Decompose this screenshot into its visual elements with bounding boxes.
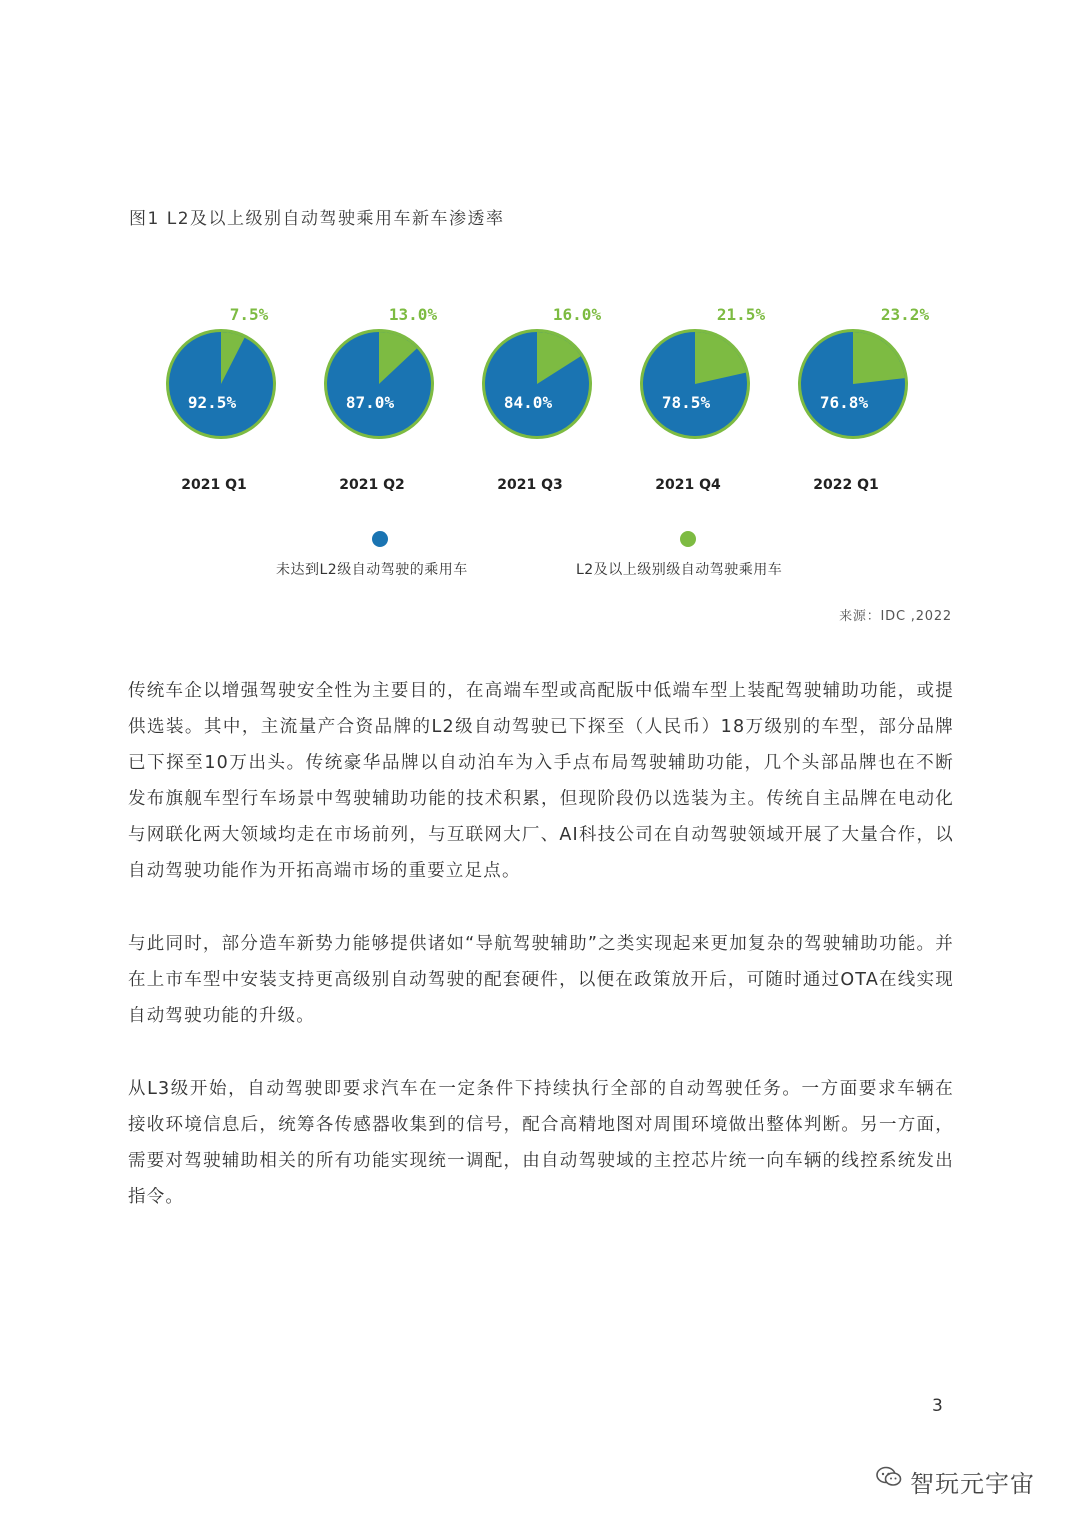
paragraph-2: 与此同时，部分造车新势力能够提供诸如“导航驾驶辅助”之类实现起来更加复杂的驾驶辅助功能。并在上市车型中安装支持更高级别自动驾驶的配套硬件，以便在政策放开后，可随时通过OTA在线实现自动驾驶功能的升级。 <box>128 934 954 1026</box>
pie-label-green: 16.0% <box>552 305 602 324</box>
pie-svg <box>638 327 752 441</box>
pie-slice-green <box>853 332 905 384</box>
pie-label-blue: 87.0% <box>345 393 395 412</box>
pie-svg <box>322 327 436 441</box>
pie-label-blue: 78.5% <box>661 393 711 412</box>
pie-category-label: 2022 Q1 <box>813 477 879 493</box>
legend-dot-blue <box>372 531 388 547</box>
pie-label-blue: 92.5% <box>187 393 237 412</box>
pie-label-green: 7.5% <box>229 305 269 324</box>
figure-source: 来源：IDC ,2022 <box>839 609 952 624</box>
account-watermark <box>888 1458 1038 1498</box>
legend-label-green: L2及以上级别级自动驾驶乘用车 <box>576 562 783 578</box>
page-number: 3 <box>932 1396 943 1416</box>
legend-dot-green <box>680 531 696 547</box>
wechat-icon <box>876 1466 902 1488</box>
pie-category-label: 2021 Q1 <box>181 477 247 493</box>
paragraph-3: 从L3级开始，自动驾驶即要求汽车在一定条件下持续执行全部的自动驾驶任务。一方面要求车辆在接收环境信息后，统筹各传感器收集到的信号，配合高精地图对周围环境做出整体判断。另一方面，需要对驾驶辅助相关的所有功能实现统一调配，由自动驾驶域的主控芯片统一向车辆的线控系统发出指令。 <box>128 1079 954 1207</box>
pie-category-label: 2021 Q3 <box>497 477 563 493</box>
pie-label-blue: 76.8% <box>819 393 869 412</box>
legend-label-blue: 未达到L2级自动驾驶的乘用车 <box>276 562 468 578</box>
pie-svg <box>796 327 910 441</box>
pie-label-green: 21.5% <box>716 305 766 324</box>
figure-title: 图1 L2及以上级别自动驾驶乘用车新车渗透率 <box>129 209 505 229</box>
pie-category-label: 2021 Q2 <box>339 477 405 493</box>
paragraph-1: 传统车企以增强驾驶安全性为主要目的，在高端车型或高配版中低端车型上装配驾驶辅助功能，或提供选装。其中，主流量产合资品牌的L2级自动驾驶已下探至（人民币）18万级别的车型，部分品牌已下探至10万出头。传统豪华品牌以自动泊车为入手点布局驾驶辅助功能，几个头部品牌也在不断发布旗舰车型行车场景中驾驶辅助功能的技术积累，但现阶段仍以选装为主。传统自主品牌在电动化与网联化两大领域均走在市场前列，与互联网大厂、AI科技公司在自动驾驶领域开展了大量合作，以自动驾驶功能作为开拓高端市场的重要立足点。 <box>128 681 954 881</box>
pie-label-green: 23.2% <box>880 305 930 324</box>
pie-label-blue: 84.0% <box>503 393 553 412</box>
pie-category-label: 2021 Q4 <box>655 477 721 493</box>
pie-svg <box>164 327 278 441</box>
account-name: 智玩元宇宙 <box>910 1470 1035 1498</box>
pie-svg <box>480 327 594 441</box>
pie-label-green: 13.0% <box>388 305 438 324</box>
